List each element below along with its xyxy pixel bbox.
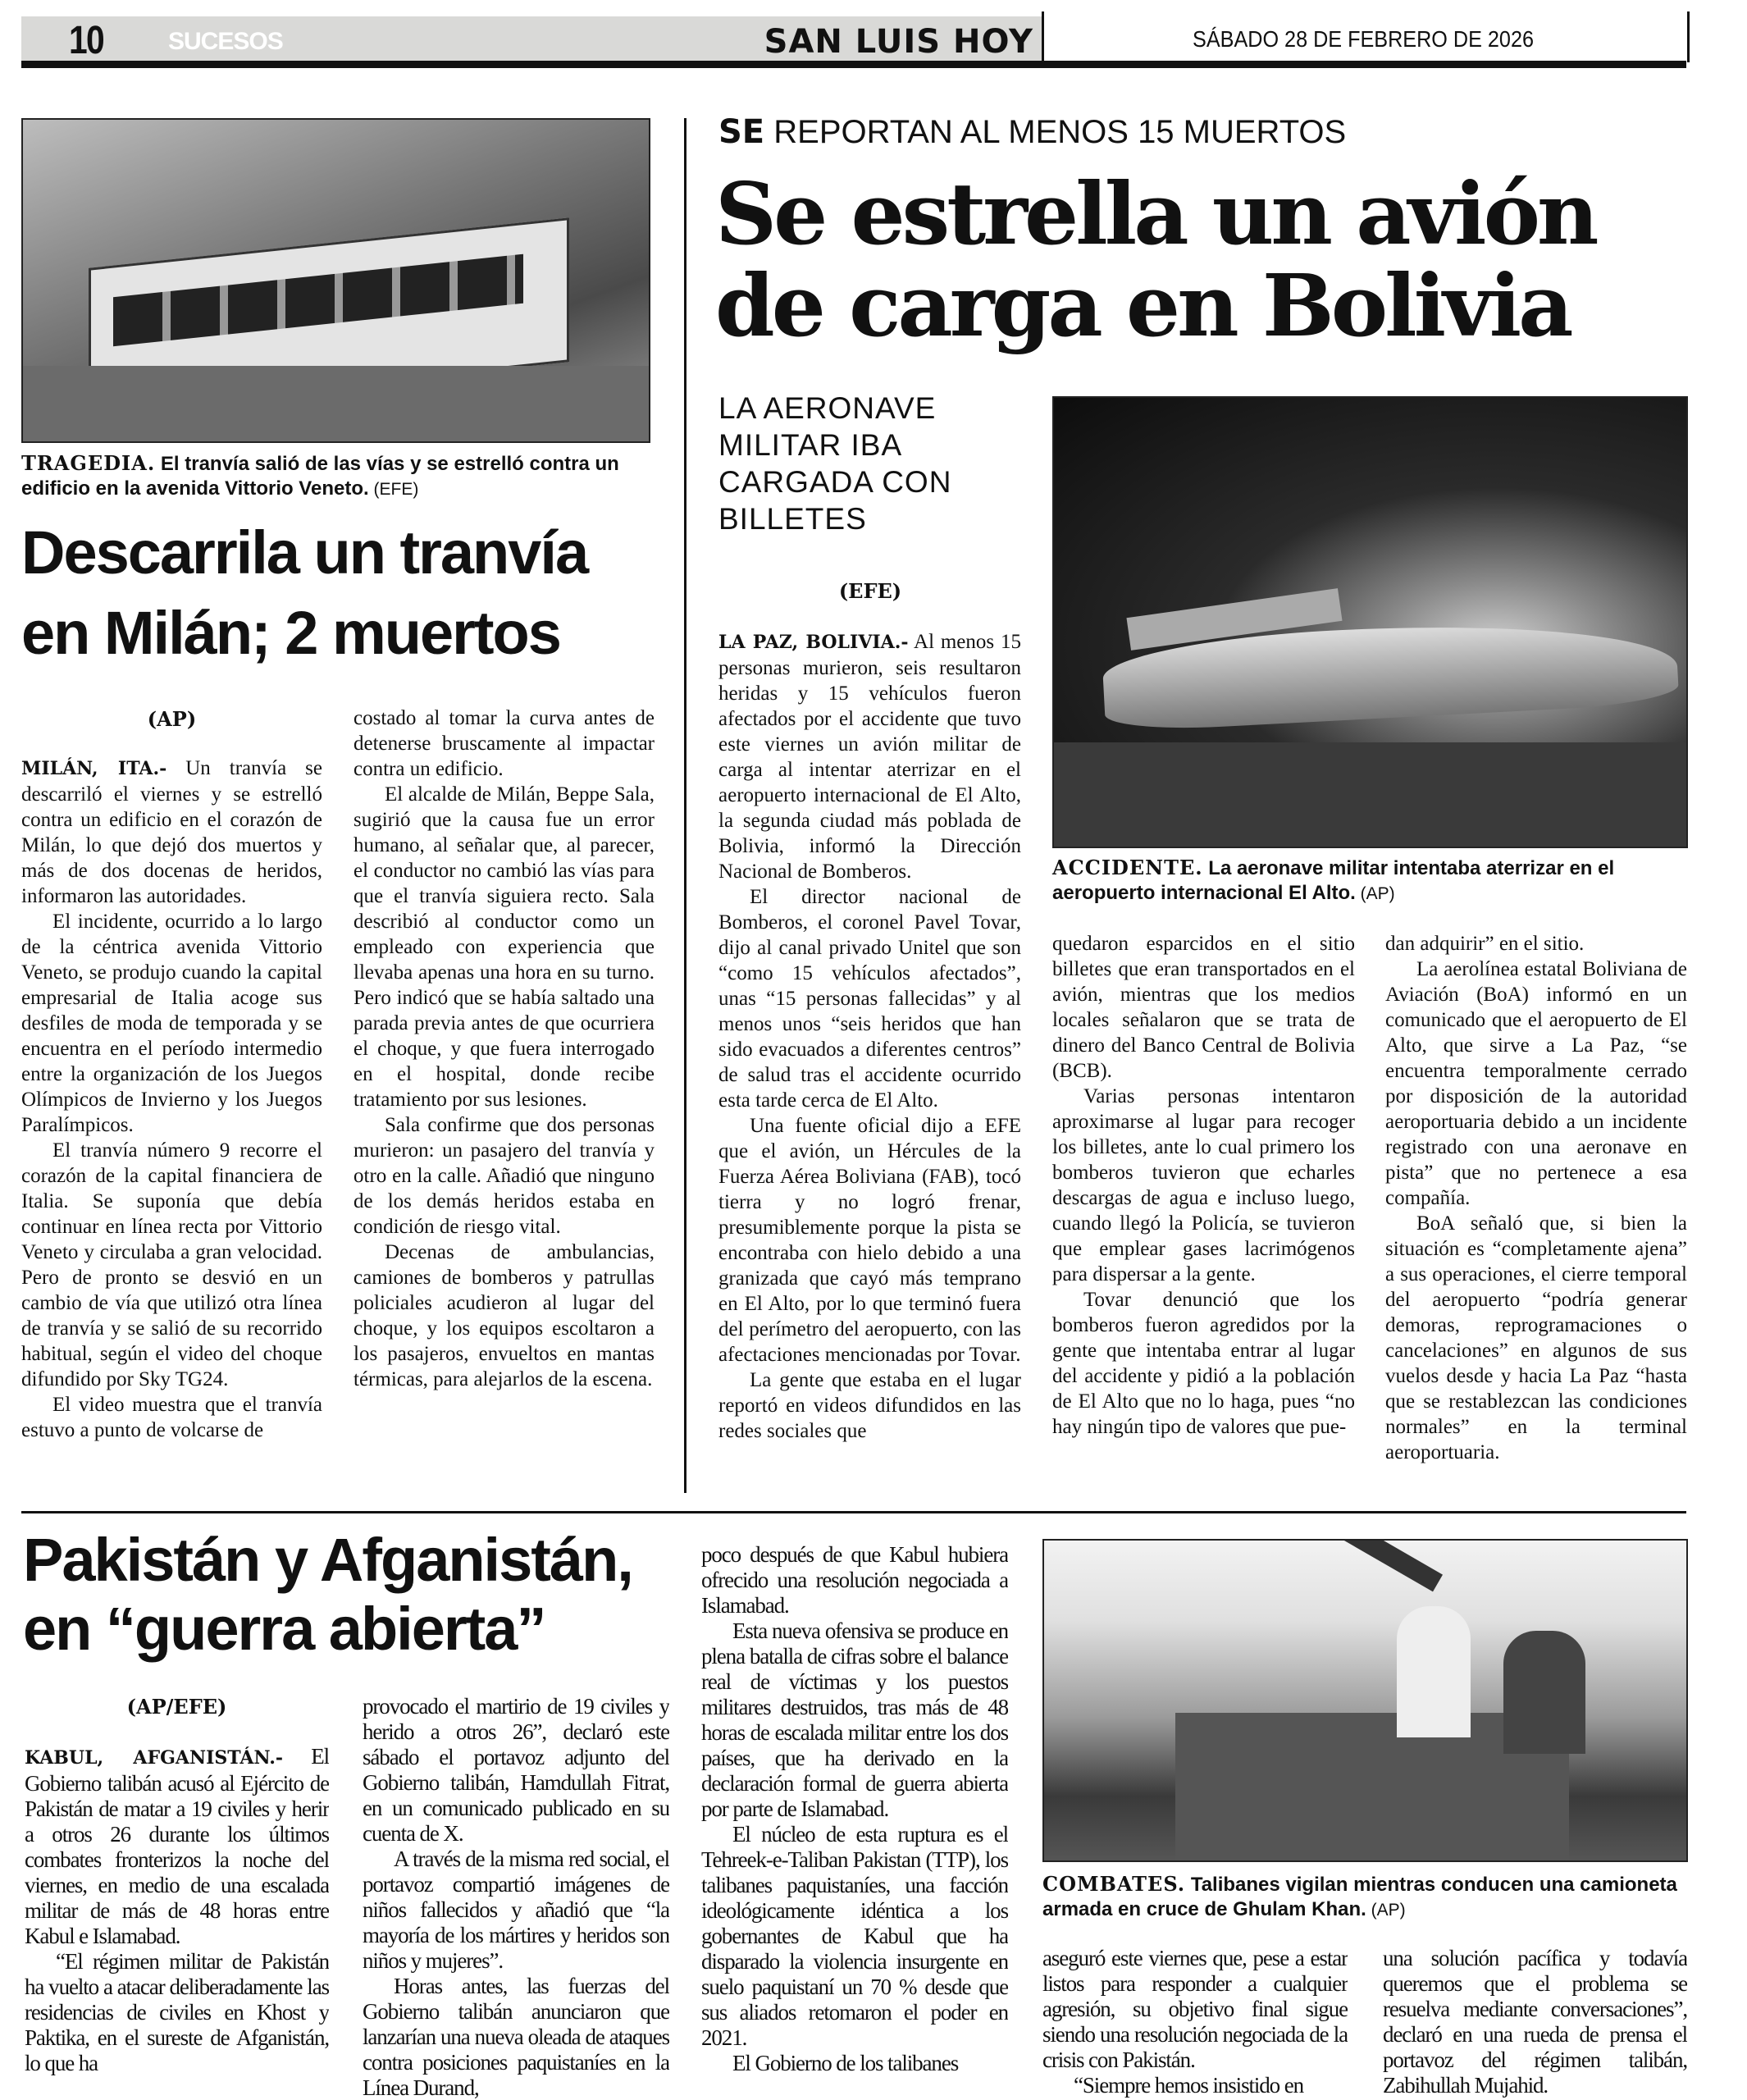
- caption-credit: (AP): [1355, 884, 1395, 903]
- bolivia-column-3: [1385, 931, 1687, 1494]
- article-paragraph: [354, 705, 655, 782]
- article-paragraph: [354, 782, 655, 1112]
- article-paragraph: [1042, 2073, 1348, 2098]
- person-shape: [1503, 1631, 1585, 1754]
- newspaper-name: SAN LUIS HOY: [764, 23, 1033, 61]
- paragraph-text: Horas antes, las fuerzas del Gobierno talibán anunciaron que lanzarían una nueva oleada de ataques contra posiciones paquistaníes en la Línea Durand,: [363, 1974, 669, 2100]
- dateline: MILÁN, ITA.-: [21, 758, 167, 779]
- pakistan-column-3: [701, 1542, 1008, 2100]
- dateline: LA PAZ, BOLIVIA.-: [718, 632, 909, 653]
- paragraph-text: “El régimen militar de Pakistán ha vuelto a atacar deliberadamente las residencias de civiles en Khost y Paktika, en el sureste de Afganistán, lo que ha: [25, 1949, 329, 2075]
- pakistan-column-2: [363, 1694, 669, 2100]
- paragraph-text: El incidente, ocurrido a lo largo de la céntrica avenida Vittorio Veneto, se produjo cuando la capital empresarial de Italia acoge sus desfiles de moda de temporada y se encuentra en el período intermedio entre la organización de los Juegos Olímpicos de Invierno y los Juegos Paralímpicos.: [21, 911, 322, 1136]
- paragraph-text: Decenas de ambulancias, camiones de bomberos y patrullas policiales acudieron al lugar del choque, y los equipos escoltaron a los pasajeros, envueltos en mantas térmicas, para alejarlos de la escena.: [354, 1241, 655, 1390]
- article-paragraph: [718, 1367, 1021, 1444]
- article-paragraph: [701, 2051, 1008, 2076]
- article-paragraph: [1052, 1084, 1355, 1287]
- paragraph-text: una solución pacífica y todavía queremos que el problema se resuelva mediante conversaciones”, declaró en una rueda de prensa el portavoz del régimen talibán, Zabihullah Mujahid.: [1383, 1946, 1687, 2098]
- article-paragraph: [1383, 1946, 1687, 2098]
- issue-date: SÁBADO 28 DE FEBRERO DE 2026: [1193, 26, 1534, 52]
- paragraph-text: El alcalde de Milán, Beppe Sala, sugirió que la causa fue un error humano, al señalar que, al parecer, el conductor no cambió las vías para que el tranvía siguiera recto. Sala describió al conductor como un empleado con experiencia que llevaba apenas una hora en su turno. Pero indicó que se había saltado una parada previa antes de que ocurriera el choque, y que fuera interrogado en el hospital, donde recibe tratamiento por sus lesiones.: [354, 783, 655, 1111]
- paragraph-text: aseguró este viernes que, pese a estar listos para responder a cualquier agresión, su objetivo final sigue siendo una resolución negociada de la crisis con Pakistán.: [1042, 1946, 1348, 2072]
- caption-text: Talibanes vigilan mientras conducen una camioneta armada en cruce de Ghulam Khan.: [1042, 1874, 1677, 1920]
- caption-lead: TRAGEDIA.: [21, 451, 156, 475]
- article-paragraph: [354, 1239, 655, 1392]
- article-paragraph: [25, 1744, 329, 1949]
- article-paragraph: [363, 1974, 669, 2100]
- pakistan-column-4: [1042, 1946, 1348, 2100]
- caption-lead: COMBATES.: [1042, 1872, 1186, 1896]
- caption-lead: ACCIDENTE.: [1052, 856, 1203, 879]
- gun-barrel-shape: [1163, 1539, 1443, 1591]
- kicker-bold: SE: [718, 113, 765, 151]
- article-paragraph: [701, 1618, 1008, 1822]
- paragraph-text: La aerolínea estatal Boliviana de Aviación (BoA) informó en un comunicado que el aeropuerto de El Alto, que sirve a La Paz, “se encuentra temporalmente cerrado por disposición de la autoridad aeroportuaria debido a un incidente registrado con una aeronave en pista” que no pertenece a esa compañía.: [1385, 958, 1687, 1209]
- bolivia-agency: (EFE): [838, 579, 902, 603]
- article-paragraph: [21, 909, 322, 1138]
- pakistan-headline: Pakistán y Afganistán, en “guerra abierta”: [23, 1526, 632, 1663]
- article-paragraph: [25, 1949, 329, 2076]
- bolivia-subhead: LA AERONAVE MILITAR IBA CARGADA CON BILLETES: [718, 391, 952, 536]
- street-shape: [23, 366, 649, 441]
- paragraph-text: A través de la misma red social, el portavoz compartió imágenes de niños fallecidos y añadió que “la mayoría de los mártires y heridos son niños y mujeres”.: [363, 1847, 669, 1973]
- plane-crash-photo: [1052, 396, 1688, 848]
- article-paragraph: [354, 1112, 655, 1239]
- milan-column-2: [354, 705, 655, 1494]
- paragraph-text: dan adquirir” en el sitio.: [1385, 933, 1585, 955]
- milan-headline: Descarrila un tranvía en Milán; 2 muertos: [21, 518, 588, 667]
- milan-column-1: [21, 756, 322, 1494]
- article-paragraph: [1042, 1946, 1348, 2073]
- article-paragraph: [363, 1694, 669, 1847]
- paragraph-text: Tovar denunció que los bomberos fueron agredidos por la gente que intentaba entrar al lugar del accidente y pidió a la población de El Alto que no lo haga, pues “no hay ningún tipo de valores que pue-: [1052, 1289, 1355, 1438]
- ground-shape: [1054, 742, 1686, 847]
- article-paragraph: [21, 1392, 322, 1443]
- taliban-photo: [1042, 1539, 1688, 1862]
- headline-line-2: de carga en Bolivia: [715, 255, 1571, 356]
- bolivia-kicker: [718, 113, 1686, 151]
- paragraph-text: provocado el martirio de 19 civiles y herido a otros 26”, declaró este sábado el portavoz adjunto del Gobierno talibán, Hamdullah Fitrat, en un comunicado publicado en su cuenta de X.: [363, 1694, 669, 1846]
- article-paragraph: [363, 1847, 669, 1974]
- paragraph-text: El núcleo de esta ruptura es el Tehreek-e-Taliban Pakistan (TTP), los talibanes paquistaníes, una facción ideológicamente idéntica a los gobernantes de Kabul que ha disparado la violencia insurgente en suelo paquistaní un 70 % desde que sus aliados retomaron el poder en 2021.: [701, 1822, 1008, 2050]
- paragraph-text: Un tranvía se descarriló el viernes y se estrelló contra un edificio en el corazón de Milán, lo que dejó dos muertos y más de dos docenas de heridos, informaron las autoridades.: [21, 757, 322, 907]
- article-paragraph: [701, 1822, 1008, 2051]
- taliban-photo-caption: [1042, 1872, 1686, 1923]
- headline-line-1: Se estrella un avión: [715, 163, 1596, 264]
- bolivia-column-1: [718, 629, 1021, 1494]
- article-paragraph: [1052, 1287, 1355, 1440]
- article-paragraph: [21, 1138, 322, 1392]
- paragraph-text: La gente que estaba en el lugar reportó en videos difundidos en las redes sociales que: [718, 1369, 1021, 1442]
- paragraph-text: El video muestra que el tranvía estuvo a punto de volcarse de: [21, 1394, 322, 1441]
- paragraph-text: El Gobierno de los talibanes: [732, 2051, 959, 2075]
- paragraph-text: poco después de que Kabul hubiera ofrecido una resolución negociada a Islamabad.: [701, 1542, 1008, 1618]
- paragraph-text: Al menos 15 personas murieron, seis resultaron heridas y 15 vehículos fueron afectados por el accidente que tuvo este viernes un avión militar de carga al intentar aterrizar en el aeropuerto internacional de El Alto, la segunda ciudad más poblada de Bolivia, informó la Dirección Nacional de Bomberos.: [718, 631, 1021, 883]
- header-rule: [21, 61, 1686, 68]
- article-paragraph: [718, 629, 1021, 884]
- paragraph-text: quedaron esparcidos en el sitio billetes que eran transportados en el avión, mientras que los medios locales señalaron que se trata de dinero del Banco Central de Bolivia (BCB).: [1052, 933, 1355, 1082]
- paragraph-text: costado al tomar la curva antes de detenerse bruscamente al impactar contra un edificio.: [354, 707, 655, 780]
- caption-text: La aeronave militar intentaba aterrizar en el aeropuerto internacional El Alto.: [1052, 857, 1615, 904]
- caption-text: El tranvía salió de las vías y se estrelló contra un edificio en la avenida Vittorio Veneto.: [21, 453, 619, 500]
- paragraph-text: El Gobierno talibán acusó al Ejército de Pakistán de matar a 19 civiles y herir a otros 26 durante los últimos combates fronterizos la noche del viernes, en medio de una escalada militar de más de 48 horas entre Kabul e Islamabad.: [25, 1744, 329, 1948]
- dateline: KABUL, AFGANISTÁN.-: [25, 1747, 283, 1769]
- kicker-text: REPORTAN AL MENOS 15 MUERTOS: [764, 114, 1347, 150]
- article-paragraph: [1385, 956, 1687, 1211]
- milan-agency: (AP): [147, 707, 197, 731]
- paragraph-text: “Siempre hemos insistido en: [1074, 2073, 1304, 2098]
- article-paragraph: [701, 1542, 1008, 1618]
- column-divider: [684, 118, 686, 1493]
- paragraph-text: BoA señaló que, si bien la situación es “completamente ajena” a sus operaciones, el cierre temporal del aeropuerto “podría generar demoras, reprogramaciones o cancelaciones” en algunos de sus vuelos desde y hacia La Paz “hasta que se restablezcan las condiciones normales” en la terminal aeroportuaria.: [1385, 1212, 1687, 1463]
- paragraph-text: Varias personas intentaron aproximarse al lugar para recoger los billetes, ante lo cual primero los bomberos tuvieron que echarles descargas de agua e incluso luego, cuando llegó la Policía, se tuvieron que emplear gases lacrimógenos para dispersar a la gente.: [1052, 1085, 1355, 1285]
- paragraph-text: Sala confirme que dos personas murieron: un pasajero del tranvía y otro en la calle. Añadió que ninguno de los demás heridos estaba en condición de riesgo vital.: [354, 1114, 655, 1238]
- paragraph-text: El tranvía número 9 recorre el corazón de la capital financiera de Italia. Se suponía que debía continuar en línea recta por Vittorio Veneto y circulaba a gran velocidad. Pero de pronto se desvió en un cambio de vía que utilizó otra línea de tranvía y se salió de su recorrido habitual, según el video del choque difundido por Sky TG24.: [21, 1139, 322, 1390]
- article-paragraph: [1385, 931, 1687, 956]
- article-paragraph: [21, 756, 322, 909]
- tram-photo-caption: [21, 451, 653, 502]
- paragraph-text: El director nacional de Bomberos, el coronel Pavel Tovar, dijo al canal privado Unitel que son “como 15 vehículos afectados”, unas “15 personas fallecidas” y al menos unos “seis heridos que han sido evacuados a diferentes centros” de salud tras el accidente ocurrido esta tarde cerca de El Alto.: [718, 886, 1021, 1112]
- article-paragraph: [1052, 931, 1355, 1084]
- section-divider: [21, 1511, 1686, 1513]
- section-name: SUCESOS: [168, 28, 283, 55]
- page-number: 10: [69, 19, 103, 62]
- article-paragraph: [718, 1113, 1021, 1367]
- plane-photo-caption: [1052, 856, 1688, 906]
- pakistan-column-5: [1383, 1946, 1687, 2100]
- paragraph-text: Una fuente oficial dijo a EFE que el avión, un Hércules de la Fuerza Aérea Boliviana (FAB), tocó tierra y no logró frenar, presumiblemente porque la pista se encontraba con hielo debido a una granizada que cayó más temprano en El Alto, por lo que terminó fuera del perímetro del aeropuerto, con las afectaciones mencionadas por Tovar.: [718, 1115, 1021, 1366]
- bolivia-column-2: [1052, 931, 1355, 1494]
- caption-credit: (EFE): [368, 480, 419, 499]
- person-shape: [1397, 1606, 1471, 1737]
- tram-photo: [21, 118, 650, 443]
- bolivia-headline: [715, 163, 1699, 356]
- article-paragraph: [718, 884, 1021, 1113]
- pakistan-agency: (AP/EFE): [126, 1695, 227, 1719]
- pakistan-column-1: [25, 1744, 329, 2100]
- paragraph-text: Esta nueva ofensiva se produce en plena batalla de cifras sobre el balance real de víctimas y los puestos militares destruidos, tras más de 48 horas de escalada militar entre los dos países, que ha derivado en la declaración formal de guerra abierta por parte de Islamabad.: [701, 1618, 1008, 1821]
- article-paragraph: [1385, 1211, 1687, 1465]
- caption-credit: (AP): [1366, 1901, 1406, 1920]
